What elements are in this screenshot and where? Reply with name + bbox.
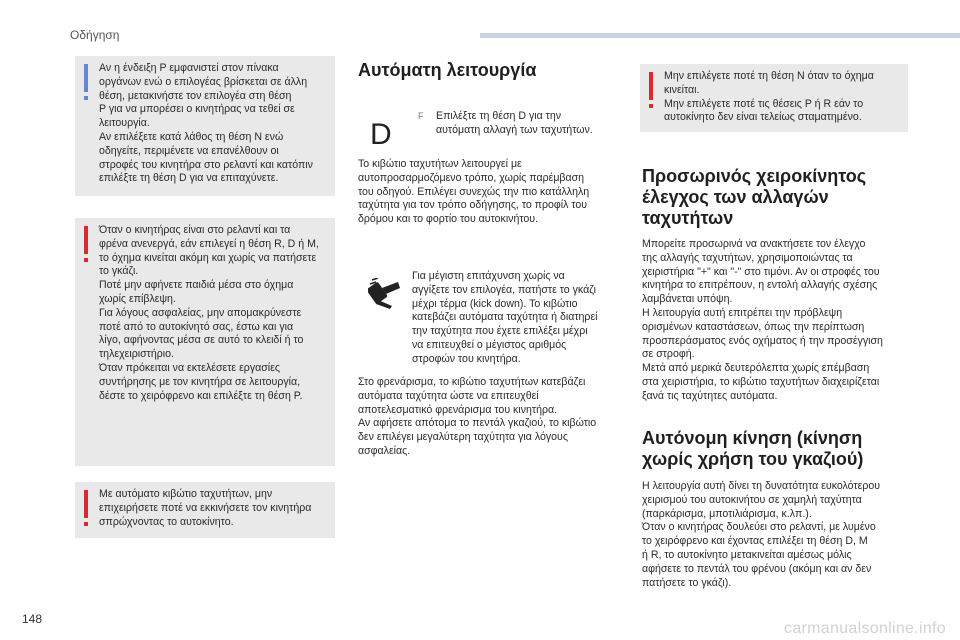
paragraph-braking: Στο φρενάρισμα, το κιβώτιο ταχυτήτων κατεβάζει αυτόματα ταχύτητα ώστε να επιτευχθεί αποτελεσματικό φρενάρισμα του κινητήρα. Αν αφήσετε απότομα το πεντάλ γκαζιού, το κιβώτιο δεν επιλέγει μεγαλύτερη ταχύτητα για λόγους ασφαλείας. bbox=[358, 376, 597, 457]
gear-d-symbol: D bbox=[370, 118, 392, 151]
paragraph-creep: Η λειτουργία αυτή δίνει τη δυνατότητα ευκολότερου χειρισμού του αυτοκινήτου σε χαμηλή ταχύτητα (παρκάρισμα, μποτιλιάρισμα, κ.λπ.). Όταν ο κινητήρας δουλεύει στο ρελαντί, με λυμένο το χειρόφρενο και έχοντας επιλέξει τη θέση D, M ή R, το αυτοκίνητο μετακινείται αμέσως μόλις αφήσετε το πεντάλ του φρένου (ακόμη και αν δεν πατήσετε το γκάζι). bbox=[642, 480, 881, 589]
paragraph-kickdown: Για μέγιστη επιτάχυνση χωρίς να αγγίξετε τον επιλογέα, πατήστε το γκάζι μέχρι τέρμα (kick down). Το κιβώτιο κατεβάζει αυτόματα ταχύτητα ή διατηρεί την ταχύτητα που έχετε επιλέξει μέχρι να επιτευχθεί ο μέγιστος αριθμός στροφών του κινητήρα. bbox=[412, 270, 598, 365]
info-note-text: Αν η ένδειξη P εμφανιστεί στον πίνακα οργάνων ενώ ο επιλογέας βρίσκεται σε άλλη θέση, μετακινήστε τον επιλογέα στη θέση P για να μπορέσει ο κινητήρας να τεθεί σε λειτουργία. Αν επιλέξετε κατά λάθος τη θέση N ενώ οδηγείτε, περιμένετε να επανέλθουν οι στροφές του κινητήρα στο ρελαντί και κατόπιν επιλέξτε τη θέση D για να επιταχύνετε. bbox=[99, 62, 313, 185]
info-icon bbox=[84, 64, 88, 92]
step-text: Επιλέξτε τη θέση D για την αυτόματη αλλαγή των ταχυτήτων. bbox=[436, 110, 593, 136]
section-heading-manual: Προσωρινός χειροκίνητος έλεγχος των αλλαγών ταχυτήτων bbox=[642, 166, 867, 228]
paragraph-manual-control: Μπορείτε προσωρινά να ανακτήσετε τον έλεγχο της αλλαγής ταχυτήτων, χρησιμοποιώντας τα χειριστήρια "+" και "-" στο τιμόνι. Αν οι στροφές του κινητήρα το επιτρέπουν, η εντολή αλλαγής σχέσης λαμβάνεται υπόψη. Η λειτουργία αυτή επιτρέπει την πρόβλεψη ορισμένων καταστάσεων, όπως την περίπτωση προσπεράσματος ενός οχήματος ή την προσέγγιση σε στροφή. Μετά από μερικά δευτερόλεπτα χωρίς επέμβαση στα χειριστήρια, το κιβώτιο ταχυτήτων διαχειρίζεται ξανά τις ταχύτητες αυτόματα. bbox=[642, 238, 883, 402]
watermark: carmanualsonline.info bbox=[784, 620, 946, 637]
header-bar bbox=[480, 33, 960, 38]
page-header-title: Οδήγηση bbox=[70, 28, 120, 42]
right-heading-2 bbox=[642, 428, 912, 470]
middle-para-1 bbox=[358, 158, 620, 227]
right-para-1 bbox=[642, 238, 912, 404]
warning-icon bbox=[649, 72, 653, 100]
pedal-kickdown-icon bbox=[368, 278, 402, 310]
step-bullet: F bbox=[418, 111, 424, 121]
section-heading-creep: Αυτόνομη κίνηση (κίνηση χωρίς χρήση του γκαζιού) bbox=[642, 428, 864, 469]
warning-note-push-start bbox=[75, 482, 335, 538]
middle-para-2 bbox=[412, 270, 622, 367]
warning-note-text: Όταν ο κινητήρας είναι στο ρελαντί και τα φρένα ανενεργά, εάν επιλεγεί η θέση R, D ή M, το όχημα κινείται ακόμη και χωρίς να πατήσετε το γκάζι. Ποτέ μην αφήνετε παιδιά μέσα στο όχημα χωρίς επίβλεψη. Για λόγους ασφαλείας, μην απομακρύνεστε ποτέ από το αυτοκίνητό σας, έστω και για λίγο, αφήνοντας μέσα σε αυτό το κλειδί ή το τηλεχειριστήριο. Όταν πρόκειται να εκτελέσετε εργασίες συντήρησης με τον κινητήρα σε λειτουργία, δέστε το χειρόφρενο και επιλέξτε τη θέση P. bbox=[99, 224, 319, 402]
page-number: 148 bbox=[22, 612, 43, 626]
warning-note-idle bbox=[75, 218, 335, 466]
middle-para-3 bbox=[358, 376, 620, 459]
warning-note-text: Με αυτόματο κιβώτιο ταχυτήτων, μην επιχειρήσετε ποτέ να εκκινήσετε τον κινητήρα σπρώχνοντας το αυτοκίνητο. bbox=[99, 488, 312, 528]
right-heading-1 bbox=[642, 166, 912, 229]
right-para-2 bbox=[642, 480, 912, 590]
info-note-p-indicator bbox=[75, 56, 335, 196]
paragraph-adaptive: Το κιβώτιο ταχυτήτων λειτουργεί με αυτοπροσαρμοζόμενο τρόπο, χωρίς παρέμβαση του οδηγού. Επιλέγει συνεχώς την πιο κατάλληλη ταχύτητα για τον τρόπο οδήγησης, το προφίλ του δρόμου και το φορτίο του αυτοκινήτου. bbox=[358, 158, 590, 226]
warning-icon bbox=[84, 226, 88, 254]
section-heading-automatic: Αυτόματη λειτουργία bbox=[358, 60, 537, 80]
step-item bbox=[418, 110, 618, 138]
warning-icon bbox=[84, 490, 88, 518]
warning-note-text: Μην επιλέγετε ποτέ τη θέση N όταν το όχημα κινείται. Μην επιλέγετε ποτέ τις θέσεις P ή R εάν το αυτοκίνητο δεν είναι τελείως σταματημένο. bbox=[664, 70, 874, 124]
middle-column bbox=[358, 60, 620, 81]
warning-note-n-position bbox=[640, 64, 908, 132]
